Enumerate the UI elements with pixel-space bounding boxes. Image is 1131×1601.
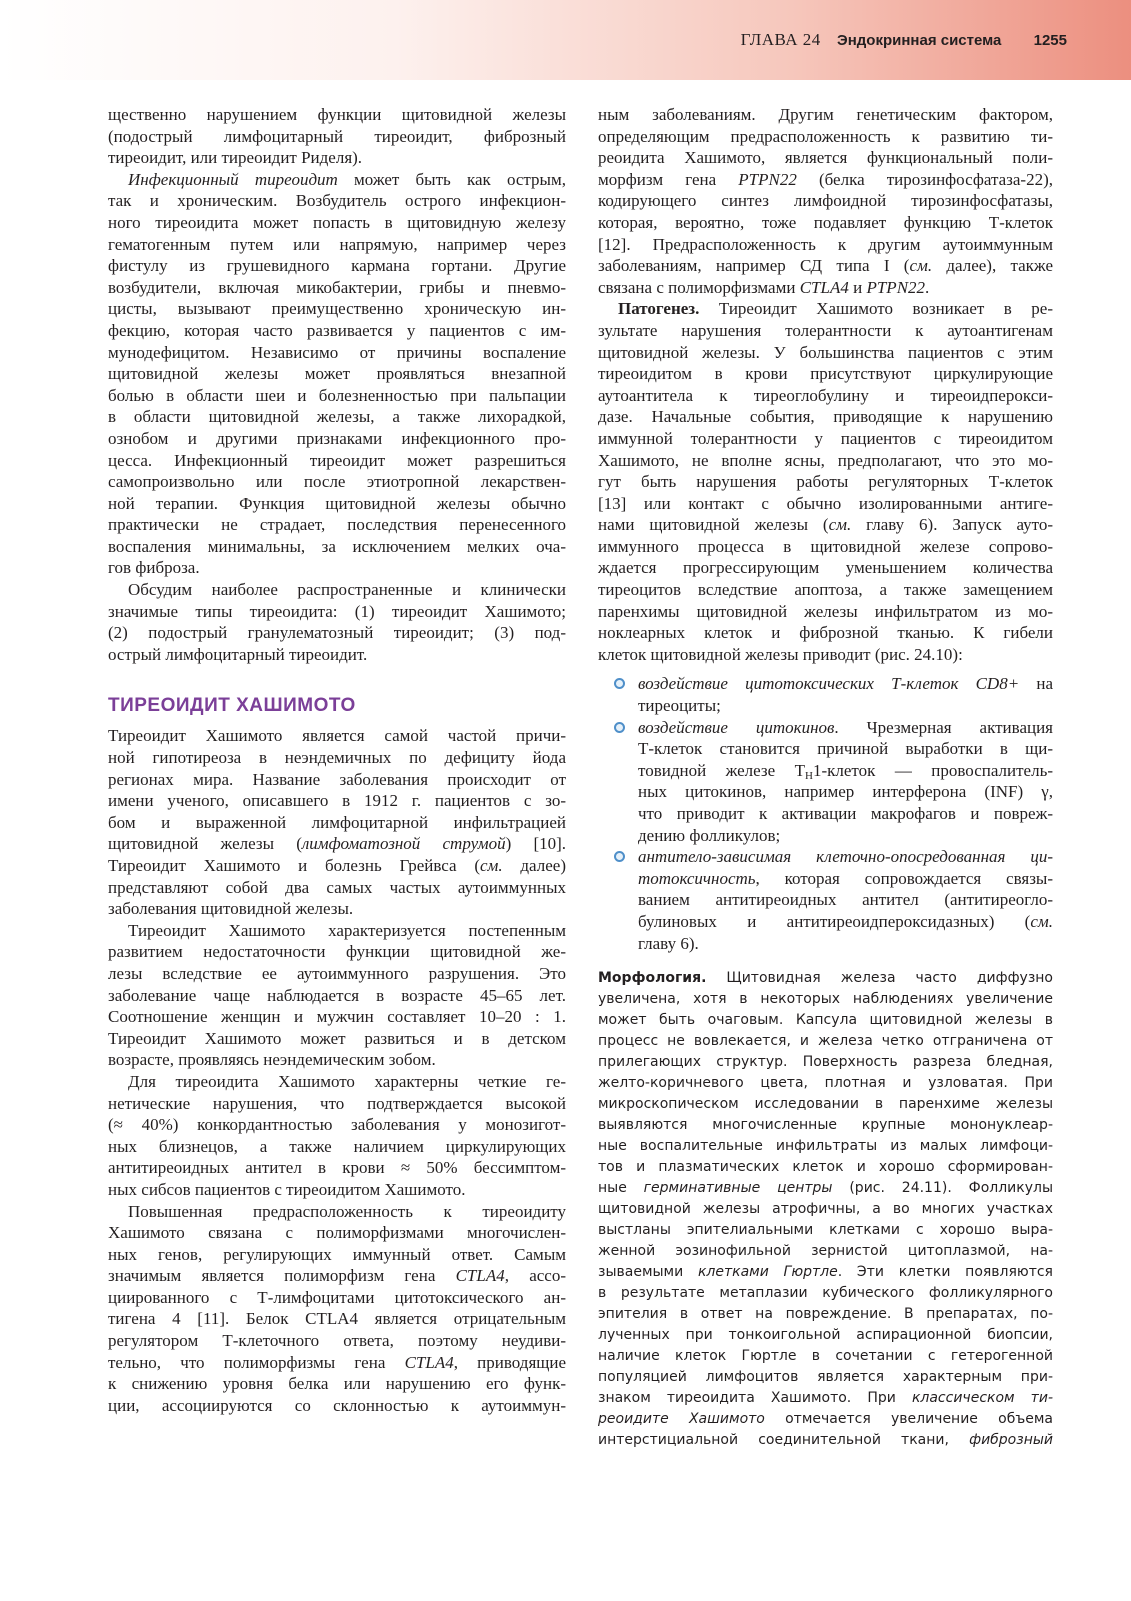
bullet-item	[598, 717, 1053, 847]
text-line: имени ученого, описавшего в 1912 г. пациентов с зо-	[108, 791, 566, 811]
text-line: прилегающих структур. Поверхность разреза бледная,	[598, 1054, 1053, 1071]
right-column	[598, 104, 1053, 1451]
text-line: популяцией лимфоцитов является характерным при-	[598, 1369, 1053, 1386]
paragraph-infectious-thyroiditis	[108, 169, 566, 579]
bullet-icon	[614, 722, 625, 733]
text-line: тельно, что полиморфизмы гена CTLA4, приводящие	[108, 1352, 566, 1372]
text-line: цисты, вызывают преимущественно хроническую ин-	[108, 299, 566, 319]
text-line: щитовидной железы. У большинства пациентов с этим	[598, 342, 1053, 362]
text-line: воздействие цитотоксических Т-клеток CD8+ на	[638, 674, 1053, 694]
section-title: ТИРЕОИДИТ ХАШИМОТО	[108, 695, 356, 717]
text-line: иммунного процесса в щитовидной железе сопрово-	[598, 536, 1053, 556]
text-line: развитием недостаточности функции щитовидной же-	[108, 942, 566, 962]
text-line: зываемыми клетками Гюртле. Эти клетки появляются	[598, 1264, 1053, 1281]
text-line: знаком тиреоидита Хашимото. При классическом ти-	[598, 1390, 1053, 1407]
paragraph	[108, 1201, 566, 1417]
text-line: регионах мира. Название заболевания происходит от	[108, 769, 566, 789]
text-line: тов и плазматических клеток и хорошо сформирован-	[598, 1159, 1053, 1176]
text-line: ные герминативные центры (рис. 24.11). Фолликулы	[598, 1180, 1053, 1197]
text-line: ных близнецов, а также наличием циркулирующих	[108, 1136, 566, 1156]
text-line: реоидита Хашимото, является функциональный поли-	[598, 148, 1053, 168]
text-line: Тиреоидит Хашимото характеризуется постепенным	[128, 920, 566, 940]
text-line: Обсудим наиболее распространенные и клинически	[128, 580, 566, 600]
subheading: Морфология.	[598, 970, 707, 987]
text-line: Тиреоидит Хашимото является самой частой причи-	[108, 726, 566, 746]
text-line: болью в области шеи и болезненностью при пальпации	[108, 385, 566, 405]
text-line: возрасте, проявляясь неэндемическим зобом.	[108, 1050, 436, 1070]
text-line: клеток щитовидной железы приводит (рис. 24.10):	[598, 644, 963, 664]
text-line: ным заболеваниям. Другим генетическим фактором,	[598, 105, 1053, 124]
text-line: щитовидной железы атрофичны, а во многих участках	[598, 1201, 1053, 1218]
left-column	[108, 104, 566, 1416]
text-line: определяющим предрасположенность к развитию ти-	[598, 126, 1053, 146]
text-line: гов фиброза.	[108, 558, 200, 578]
text-line: тигена 4 [11]. Белок CTLA4 является отрицательным	[108, 1309, 566, 1329]
text-line: Хашимото связана с полиморфизмами многочислен-	[108, 1223, 566, 1243]
text-line: Тиреоидит Хашимото может развиться и в детском	[108, 1028, 566, 1048]
text-line: тиреоидит, или тиреоидит Риделя).	[108, 148, 363, 168]
text-line: может быть очаговым. Капсула щитовидной железы в	[598, 1012, 1053, 1029]
text-line: наличие клеток Гюртле в сочетании с гетерогенной	[598, 1348, 1053, 1365]
text-line: щественно нарушением функции щитовидной железы	[108, 105, 566, 124]
text-line: бом и выраженной лимфоцитарной инфильтрацией	[108, 812, 566, 832]
text-line: лезы вследствие ее аутоиммунного разрушения. Это	[108, 963, 566, 983]
text-line: заболевания щитовидной железы.	[108, 899, 354, 919]
text-line: процесс не вовлекается, и железа четко отграничена от	[598, 1033, 1053, 1050]
paragraph	[108, 104, 566, 169]
text-line: [12]. Предрасположенность к другим аутоиммунным	[598, 234, 1053, 254]
text-line: мунодефицитом. Независимо от причины воспаление	[108, 342, 566, 362]
text-line: иммунной толерантности у пациентов с тиреоидитом	[598, 428, 1053, 448]
text-line: значимые типы тиреоидита: (1) тиреоидит Хашимото;	[108, 601, 566, 621]
text-line: щитовидной железы может проявляться внезапной	[108, 364, 566, 384]
text-line: воздействие цитокинов. Чрезмерная активация	[638, 717, 1054, 737]
text-line: (≈ 40%) конкордантностью заболевания у монозигот-	[108, 1115, 566, 1135]
bullet-icon	[614, 851, 625, 862]
paragraph	[598, 104, 1053, 298]
text-line: самопроизвольно или после этиотропной лекарствен-	[108, 472, 566, 492]
text-line: тотоксичность, которая сопровождается связы-	[638, 868, 1053, 888]
text-line: воспаления минимальны, за исключением мелких оча-	[108, 536, 566, 556]
text-line: Хашимото, не вполне ясны, предполагают, что это мо-	[598, 450, 1053, 470]
text-line: паренхимы щитовидной железы инфильтратом из мо-	[598, 601, 1053, 621]
text-line: интерстициальной соединительной ткани, фиброзный	[598, 1432, 1053, 1449]
text-line: так и хроническим. Возбудитель острого инфекцион-	[108, 191, 566, 211]
text-line: реоидите Хашимото отмечается увеличение объема	[598, 1411, 1053, 1428]
text-line: цесса. Инфекционный тиреоидит может разрешиться	[108, 450, 566, 470]
text-line: зультате нарушения толерантности к аутоантигенам	[598, 320, 1053, 340]
text-line: (2) подострый гранулематозный тиреоидит; (3) под-	[108, 623, 566, 643]
paragraph-pathogenesis	[598, 298, 1053, 665]
text-line: увеличена, хотя в некоторых наблюдениях увеличение	[598, 991, 1053, 1008]
paragraph	[108, 579, 566, 665]
chapter-label: ГЛАВА 24	[740, 30, 821, 49]
text-line: тиреоциты;	[638, 696, 721, 716]
text-line: (подострый лимфоцитарный тиреоидит, фиброзный	[108, 126, 566, 146]
text-line: в области щитовидной железы, а также лихорадкой,	[108, 407, 566, 427]
bullet-item	[598, 673, 1053, 716]
text-line: эпителия в ответ на повреждение. В препаратах, по-	[598, 1306, 1053, 1323]
text-line: нетические нарушения, что подтверждается высокой	[108, 1093, 566, 1113]
page-number: 1255	[1033, 32, 1067, 49]
text-line: Морфология. Щитовидная железа часто диффузно	[598, 970, 1053, 987]
text-line: Инфекционный тиреоидит может быть как острым,	[128, 169, 566, 189]
text-line: аутоантитела к тиреоглобулину и тиреоидперокси-	[598, 385, 1053, 405]
bullet-item	[598, 846, 1053, 954]
text-line: Т-клеток становится причиной выработки в щи-	[638, 739, 1053, 759]
text-line: дению фолликулов;	[638, 825, 781, 845]
text-line: морфизм гена PTPN22 (белка тирозинфосфатаза-22),	[598, 169, 1053, 189]
text-line: Соотношение женщин и мужчин составляет 10–20 : 1.	[108, 1007, 566, 1027]
text-line: к снижению уровня белка или нарушению его функ-	[108, 1374, 566, 1394]
text-line: ные воспалительные инфильтраты из малых лимфоци-	[598, 1138, 1053, 1155]
text-line: выявляются многочисленные крупные мононуклеар-	[598, 1117, 1053, 1134]
text-line: щитовидной железы (лимфоматозной струмой) [10].	[108, 834, 567, 854]
text-line: [13] или контакт с обычно изолированными антиге-	[598, 493, 1053, 513]
text-line: острый лимфоцитарный тиреоидит.	[108, 644, 368, 664]
running-header	[741, 30, 1067, 50]
subheading: Патогенез.	[618, 299, 700, 319]
text-line: выстланы эпителиальными клетками с хорошо выра-	[598, 1222, 1053, 1239]
text-line: связана с полиморфизмами CTLA4 и PTPN22.	[598, 277, 930, 297]
text-line: ных сибсов пациентов с тиреоидитом Хашимото.	[108, 1179, 466, 1199]
text-line: фекцию, которая часто развивается у пациентов с им-	[108, 320, 566, 340]
text-line: гематогенным путем или напрямую, например через	[108, 234, 566, 254]
text-line: антитело-зависимая клеточно-опосредованная ци-	[638, 847, 1053, 867]
text-line: что приводит к активации макрофагов и повреж-	[638, 804, 1053, 823]
text-line: ознобом и другими признаками инфекционного про-	[108, 428, 566, 448]
text-line: ции, ассоциируются со склонностью к аутоиммун-	[108, 1395, 566, 1415]
page-header	[0, 0, 1131, 80]
text-line: дазе. Начальные события, приводящие к нарушению	[598, 407, 1053, 427]
text-line: тиреоцитов вследствие апоптоза, а также замещением	[598, 580, 1053, 600]
text-line: тиреоидитом в крови присутствуют циркулирующие	[598, 364, 1053, 384]
text-line: ной терапии. Функция щитовидной железы обычно	[108, 493, 566, 513]
text-line: заболевание чаще наблюдается в возрасте 45–65 лет.	[108, 985, 566, 1005]
text-line: возбудители, включая микобактерии, грибы и пневмо-	[108, 277, 566, 297]
text-line: желто-коричневого цвета, плотная и узловатая. При	[598, 1075, 1053, 1092]
term: Инфекционный тиреоидит	[128, 169, 338, 189]
text-line: ноклеарных клеток и фиброзной тканью. К гибели	[598, 623, 1053, 643]
text-line: ной гипотиреоза в неэндемичных по дефициту йода	[108, 748, 566, 768]
bullet-icon	[614, 678, 625, 689]
text-line: товидной железе $Т_Н1$-клеток — провоспалитель-	[638, 760, 1053, 782]
text-line: значимым является полиморфизм гена CTLA4, ассо-	[108, 1266, 566, 1286]
text-line: Для тиреоидита Хашимото характерны четкие ге-	[128, 1071, 566, 1091]
paragraph	[108, 725, 566, 919]
text-line: ванием антитиреоидных антител (антитиреогло-	[638, 890, 1053, 910]
text-line: микроскопическом исследовании в паренхиме железы	[598, 1096, 1053, 1113]
text-line: циированного с Т-лимфоцитами цитотоксического ан-	[108, 1287, 566, 1307]
text-line: антитиреоидных антител в крови ≈ 50% бессимптом-	[108, 1158, 566, 1178]
text-line: представляют собой два самых частых аутоиммунных	[108, 877, 566, 897]
text-line: ных генов, регулирующих иммунный ответ. Самым	[108, 1244, 566, 1264]
text-line: кодирующего синтез лимфоидной тирозинфосфатазы,	[598, 191, 1053, 211]
text-line: практически не страдает, последствия перенесенного	[108, 515, 566, 535]
text-line: Тиреоидит Хашимото и болезнь Грейвса (см. далее)	[108, 856, 566, 875]
text-line: гут быть нарушения работы регуляторных Т-клеток	[598, 472, 1053, 492]
morphology-block	[598, 968, 1053, 1451]
text-line: в результате метаплазии кубического фолликулярного	[598, 1285, 1053, 1302]
text-line: регулятором Т-клеточного ответа, поэтому неудиви-	[108, 1331, 566, 1351]
text-line: женной эозинофильной зернистой цитоплазмой, на-	[598, 1243, 1053, 1260]
text-line: которая, вероятно, тоже подавляет функцию Т-клеток	[598, 212, 1053, 232]
text-line: ного тиреоидита может попасть в щитовидную железу	[108, 212, 566, 232]
text-line: Повышенная предрасположенность к тиреоидиту	[128, 1201, 566, 1221]
text-line: булиновых и антитиреоидпероксидазных) (см.	[638, 911, 1053, 931]
text-line: заболеваниям, например СД типа I (см. далее), также	[598, 256, 1053, 276]
text-line: фистулу из грушевидного кармана гортани. Другие	[108, 256, 566, 276]
paragraph	[108, 1071, 566, 1201]
text-line: нами щитовидной железы (см. главу 6). Запуск ауто-	[598, 515, 1053, 535]
text-line: главу 6).	[638, 933, 699, 953]
text-line: лученных при тонкоигольной аспирационной биопсии,	[598, 1327, 1053, 1344]
paragraph	[108, 920, 566, 1071]
text-line: Патогенез. Тиреоидит Хашимото возникает в ре-	[618, 299, 1053, 319]
chapter-topic: Эндокринная система	[837, 32, 1002, 49]
text-line: ждается прогрессирующим уменьшением количества	[598, 558, 1053, 578]
text-line: ных цитокинов, например интерферона (INF) γ,	[638, 782, 1053, 802]
